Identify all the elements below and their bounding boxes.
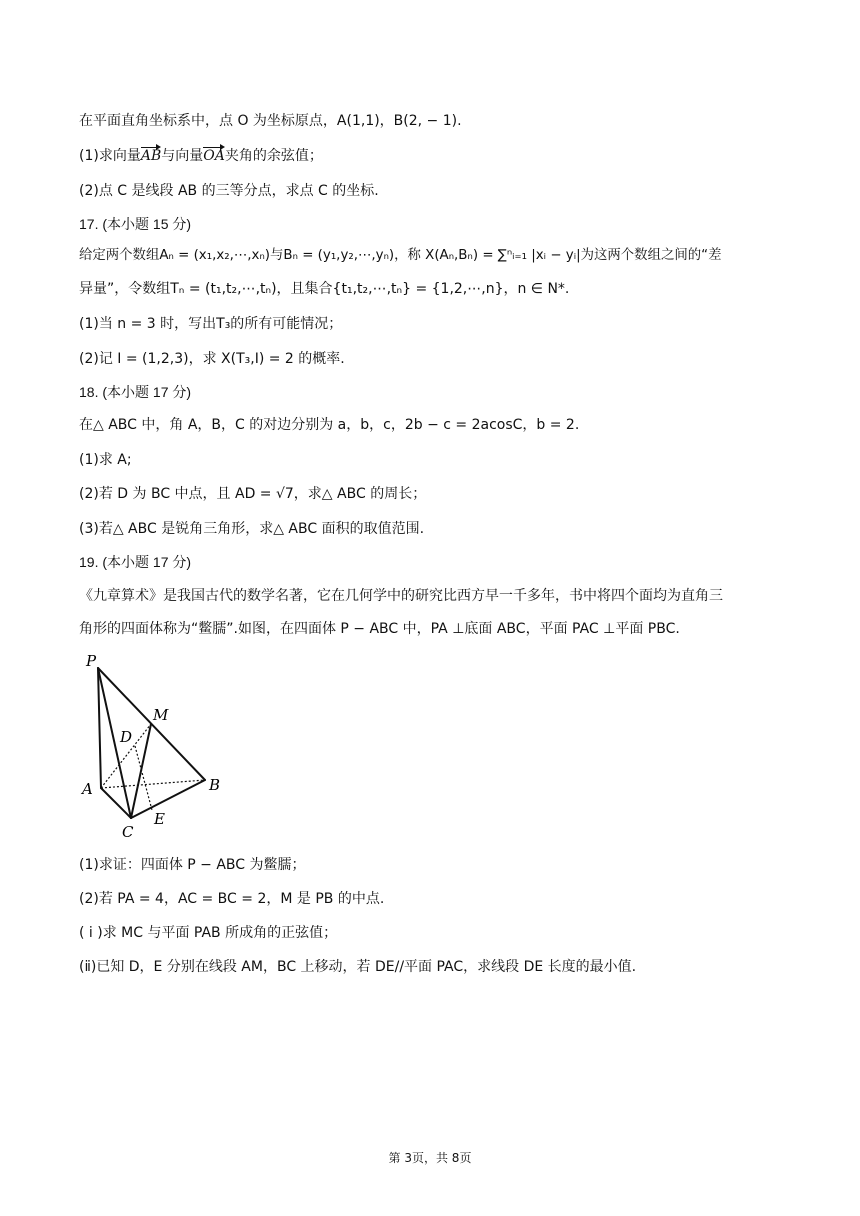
- problem18-q2: (2)若 D 为 BC 中点，且 AD = √7，求△ ABC 的周长；: [79, 486, 427, 502]
- problem19-text1: 《九章算术》是我国古代的数学名著，它在几何学中的研究比西方早一千多年，书中将四个面均为直角三: [79, 588, 723, 604]
- edge-ac: [101, 788, 131, 818]
- problem16-q2: (2)点 C 是线段 AB 的三等分点，求点 C 的坐标.: [79, 183, 379, 199]
- problem16-q1: [79, 146, 323, 166]
- problem17-text1: 给定两个数组Aₙ = (x₁,x₂,⋯,xₙ)与Bₙ = (y₁,y₂,⋯,yₙ)，称 X(Aₙ,Bₙ) = ∑ⁿᵢ₌₁ |xᵢ − yᵢ|为这两个数组之间的“差: [79, 248, 722, 263]
- tetrahedron-figure: [78, 650, 228, 842]
- label-p: P: [86, 652, 97, 670]
- label-a: A: [82, 780, 93, 798]
- vector-ab: AB: [140, 148, 162, 164]
- problem18-q1: (1)求 A;: [79, 452, 132, 468]
- label-m: M: [153, 706, 169, 724]
- problem16-q1-suffix: 夹角的余弦值；: [224, 148, 323, 164]
- problem19-q2: (2)若 PA = 4，AC = BC = 2，M 是 PB 的中点.: [79, 891, 385, 907]
- label-c: C: [122, 823, 134, 841]
- problem17-heading: 17. (本小题 15 分): [79, 216, 192, 232]
- edge-pa: [98, 668, 101, 788]
- problem18-q3: (3)若△ ABC 是锐角三角形，求△ ABC 面积的取值范围.: [79, 521, 425, 537]
- problem17-q1: (1)当 n = 3 时，写出T₃的所有可能情况；: [79, 316, 343, 332]
- page-footer: 第 3页，共 8页: [388, 1151, 472, 1165]
- segment-mc: [131, 724, 151, 818]
- problem19-text2: 角形的四面体称为“鳖臑”.如图，在四面体 P − ABC 中，PA ⊥底面 ABC，平面 PAC ⊥平面 PBC.: [79, 621, 680, 637]
- label-b: B: [209, 776, 221, 794]
- problem17-text2: 异量”，令数组Tₙ = (t₁,t₂,⋯,tₙ)，且集合{t₁,t₂,⋯,tₙ} = {1,2,⋯,n}，n ∈ N*.: [79, 281, 570, 297]
- problem16-q1-mid: 与向量: [161, 148, 204, 164]
- problem16-intro: 在平面直角坐标系中，点 O 为坐标原点，A(1,1)，B(2, − 1).: [79, 113, 462, 129]
- edge-ab-hidden: [101, 780, 205, 788]
- problem19-q2i: ( ⅰ )求 MC 与平面 PAB 所成角的正弦值；: [79, 925, 338, 941]
- problem19-q1: (1)求证：四面体 P − ABC 为鳖臑；: [79, 857, 306, 873]
- problem19-heading: 19. (本小题 17 分): [79, 554, 192, 570]
- problem18-text: 在△ ABC 中，角 A，B，C 的对边分别为 a，b，c，2b − c = 2acosC，b = 2.: [79, 417, 580, 433]
- vector-oa: OA: [203, 148, 225, 164]
- problem16-q1-prefix: (1)求向量: [79, 148, 141, 164]
- problem19-q2ii: (ⅱ)已知 D，E 分别在线段 AM，BC 上移动，若 DE//平面 PAC，求线段 DE 长度的最小值.: [79, 959, 637, 975]
- edge-cb: [131, 780, 205, 818]
- problem18-heading: 18. (本小题 17 分): [79, 384, 192, 400]
- label-e: E: [154, 810, 165, 828]
- problem17-q2: (2)记 I = (1,2,3)，求 X(T₃,I) = 2 的概率.: [79, 351, 345, 367]
- label-d: D: [120, 728, 133, 746]
